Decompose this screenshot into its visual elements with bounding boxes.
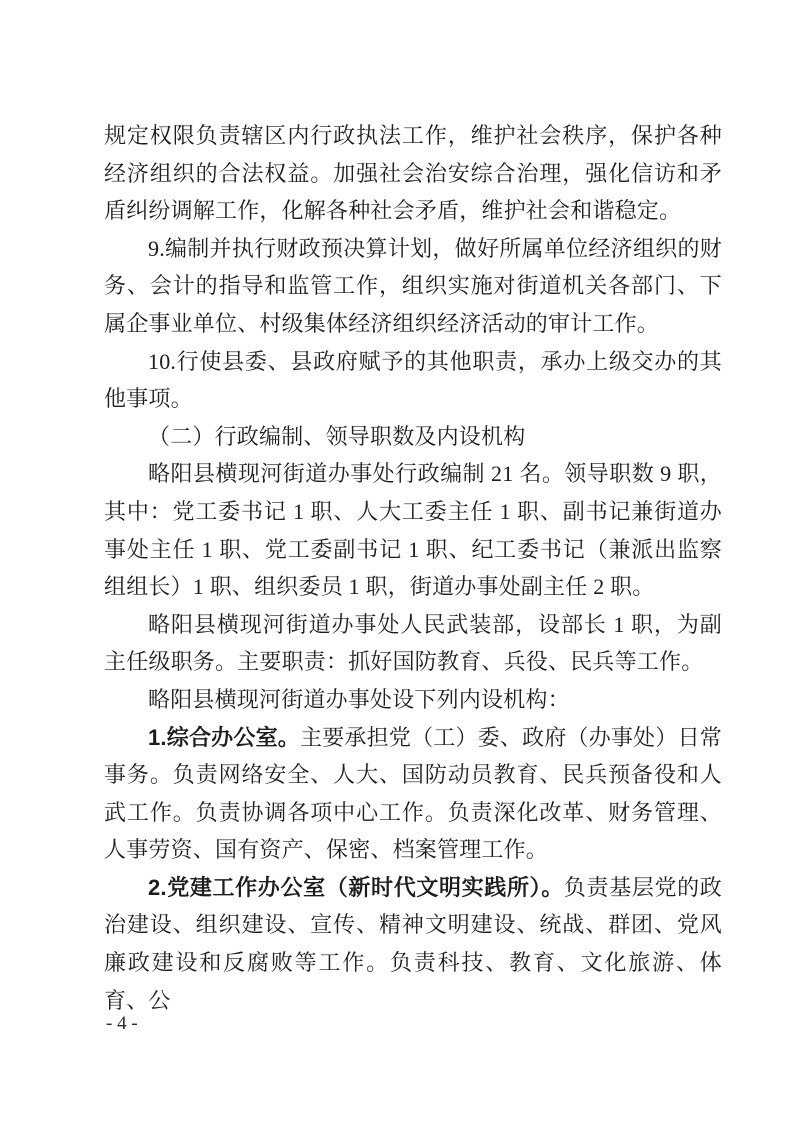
body-text: 略阳县横现河街道办事处设下列内设机构： [148, 686, 570, 712]
paragraph [104, 869, 722, 1019]
paragraph [104, 719, 722, 869]
body-text: 9.编制并执行财政预决算计划，做好所属单位经济组织的财务、会计的指导和监管工作，组织实施对街道机关各部门、下属企事业单位、村级集体经济组织经济活动的审计工作。 [104, 235, 722, 336]
document-body [104, 117, 722, 1019]
body-text: 负责基层党的政治建设、组织建设、宣传、精神文明建设、统战、群团、党风廉政建设和反腐败等工作。负责科技、教育、文化旅游、体育、公 [104, 874, 722, 1013]
section-heading-inline: 1.综合办公室。 [148, 724, 301, 750]
body-text: 略阳县横现河街道办事处人民武装部，设部长 1 职，为副主任级职务。主要职责：抓好国防教育、兵役、民兵等工作。 [104, 611, 722, 675]
body-text: 规定权限负责辖区内行政执法工作，维护社会秩序，保护各种经济组织的合法权益。加强社会治安综合治理，强化信访和矛盾纠纷调解工作，化解各种社会矛盾，维护社会和谐稳定。 [104, 123, 722, 224]
paragraph [104, 606, 722, 681]
paragraph [104, 343, 722, 418]
body-text: （二）行政编制、领导职数及内设机构 [148, 423, 526, 449]
paragraph [104, 230, 722, 343]
section-heading-inline: 2.党建工作办公室（新时代文明实践所）。 [148, 874, 564, 900]
paragraph [104, 418, 722, 456]
body-text: 主要承担党（工）委、政府（办事处）日常事务。负责网络安全、人大、国防动员教育、民兵预备役和人武工作。负责协调各项中心工作。负责深化改革、财务管理、人事劳资、国有资产、保密、档案管理工作。 [104, 724, 722, 863]
paragraph [104, 681, 722, 719]
body-text: 略阳县横现河街道办事处行政编制 21 名。领导职数 9 职，其中：党工委书记 1 职、人大工委主任 1 职、副书记兼街道办事处主任 1 职、党工委副书记 1 职、纪工委书记（兼派出监察组组长）1 职、组织委员 1 职，街道办事处副主任 2 职。 [104, 461, 722, 600]
page-number: - 4 - [106, 1013, 138, 1034]
body-text: 10.行使县委、县政府赋予的其他职责，承办上级交办的其他事项。 [104, 348, 722, 412]
paragraph [104, 455, 722, 605]
paragraph [104, 117, 722, 230]
